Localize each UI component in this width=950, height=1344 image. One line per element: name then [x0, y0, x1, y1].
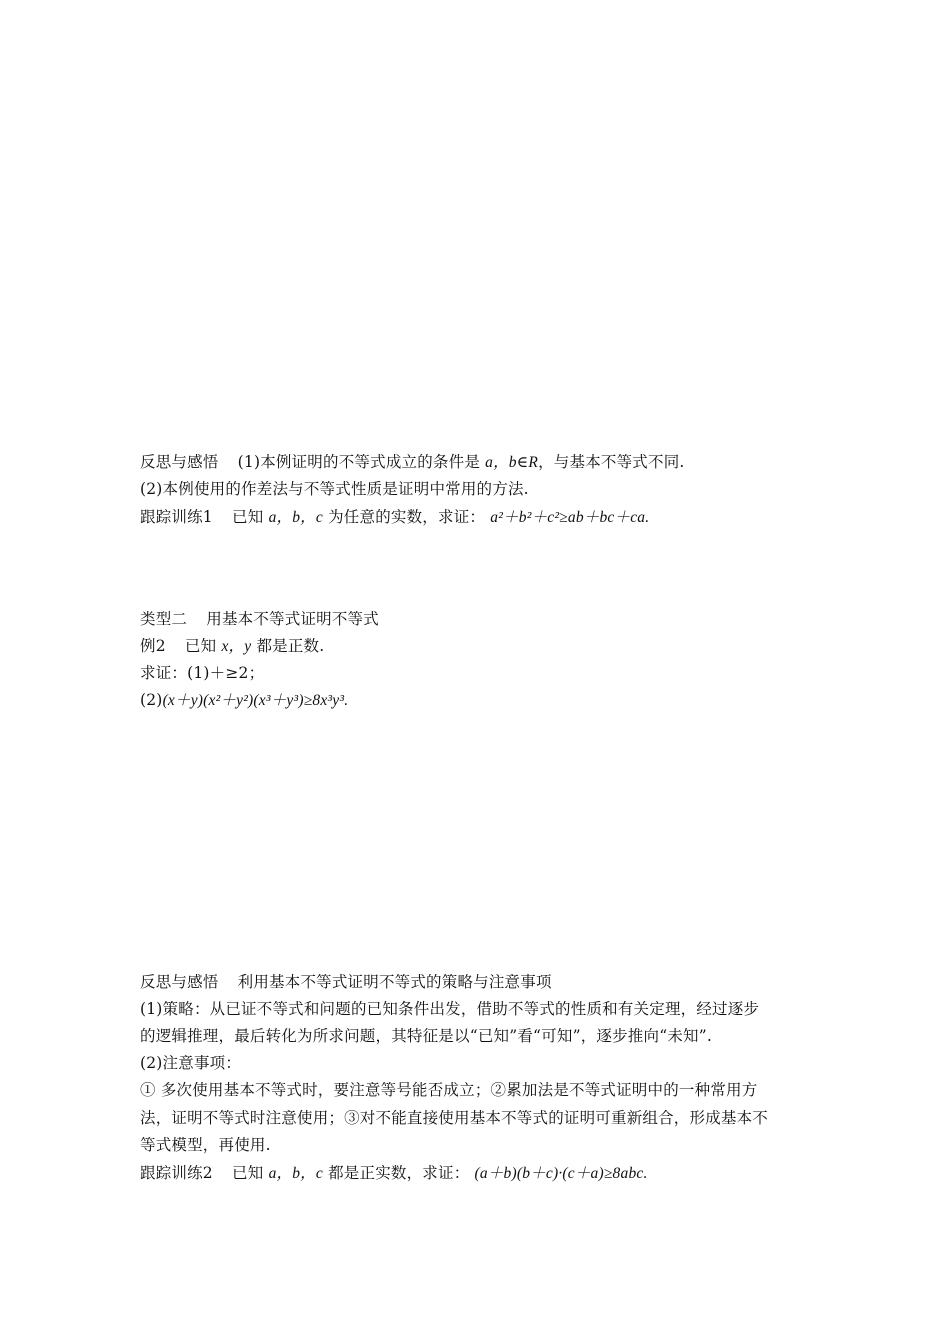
notes-line-3: 等式模型，再使用. — [140, 1136, 271, 1154]
strategy-line-1: (1)策略：从已证不等式和问题的已知条件出发，借助不等式的性质和有关定理，经过逐步 — [140, 1000, 760, 1018]
example-2 — [140, 636, 830, 657]
exercise-2-text: 已知 — [232, 1164, 264, 1182]
reflection-text-1-tail: ，与基本不等式不同. — [538, 453, 685, 471]
exercise-1-formula: a²＋b²＋c²≥ab＋bc＋ca. — [490, 509, 650, 526]
exercise-2 — [140, 1163, 830, 1184]
exercise-2-formula: (a＋b)(b＋c)·(c＋a)≥8abc. — [474, 1165, 648, 1182]
reflection-vars: a，b∈R — [485, 454, 539, 471]
exercise-1 — [140, 507, 830, 528]
exercise-1-mid: 为任意的实数，求证： — [328, 508, 486, 526]
prove-2-prefix: (2) — [140, 691, 163, 709]
reflection-text-1: (1)本例证明的不等式成立的条件是 — [237, 453, 481, 471]
exercise-1-heading: 跟踪训练1 — [140, 508, 213, 526]
notes-line-2: 法，证明不等式时注意使用；③对不能直接使用基本不等式的证明可重新组合，形成基本不 — [140, 1109, 769, 1127]
notes-heading: (2)注意事项： — [140, 1054, 242, 1072]
example-vars: x，y — [221, 638, 252, 655]
type-heading: 类型二 — [140, 610, 188, 628]
reflection2-title: 利用基本不等式证明不等式的策略与注意事项 — [237, 973, 552, 991]
prove-line-2 — [140, 690, 830, 711]
exercise-2-mid: 都是正实数，求证： — [328, 1164, 470, 1182]
exercise-1-text: 已知 — [232, 508, 264, 526]
reflection-line-2: (2)本例使用的作差法与不等式性质是证明中常用的方法. — [140, 480, 529, 498]
reflection2-heading-line — [140, 972, 830, 992]
exercise-1-vars: a，b，c — [268, 509, 323, 526]
example-text: 已知 — [184, 637, 217, 655]
example-heading: 例2 — [140, 637, 166, 655]
reflection-line-1 — [140, 452, 830, 473]
type-heading-line — [140, 609, 830, 629]
reflection-heading: 反思与感悟 — [140, 453, 219, 471]
exercise-2-vars: a，b，c — [268, 1165, 323, 1182]
type-title: 用基本不等式证明不等式 — [206, 610, 379, 628]
notes-line-1: ① 多次使用基本不等式时，要注意等号能否成立；②累加法是不等式证明中的一种常用方 — [140, 1081, 758, 1099]
reflection2-heading: 反思与感悟 — [140, 973, 219, 991]
prove-2-formula: (x＋y)(x²＋y²)(x³＋y³)≥8x³y³. — [162, 692, 349, 709]
prove-line-1: 求证：(1)＋≥2； — [140, 664, 265, 682]
strategy-line-2: 的逻辑推理，最后转化为所求问题，其特征是以“已知”看“可知”，逐步推向“未知”. — [140, 1027, 712, 1045]
example-tail: 都是正数. — [256, 637, 325, 655]
exercise-2-heading: 跟踪训练2 — [140, 1164, 213, 1182]
